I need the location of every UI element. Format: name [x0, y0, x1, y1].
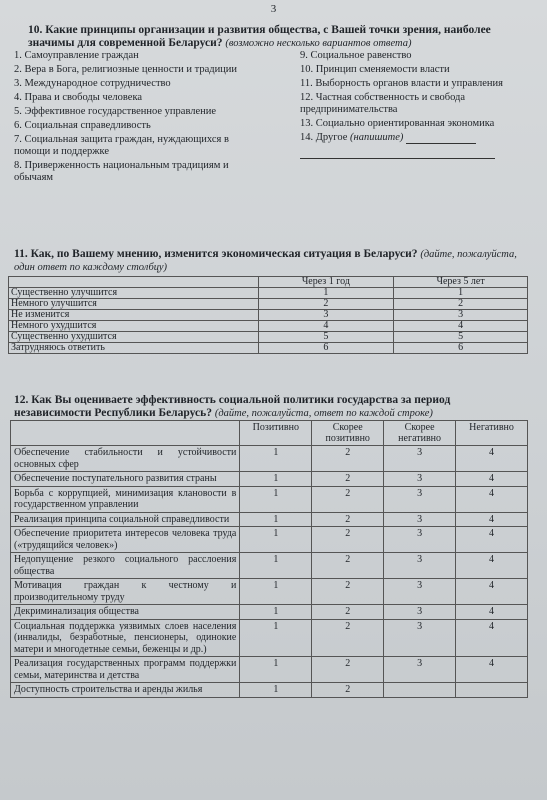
answer-code[interactable]: 4 [456, 553, 528, 579]
option-4[interactable]: 4. Права и свободы человека [14, 92, 143, 103]
answer-code[interactable]: 4 [456, 605, 528, 620]
answer-code[interactable]: 3 [384, 512, 456, 527]
question-12-note: (дайте, пожалуйста, ответ по каждой строке) [214, 408, 433, 419]
answer-code[interactable]: 1 [240, 472, 312, 487]
answer-code[interactable]: 3 [384, 486, 456, 512]
header-cell [9, 277, 259, 288]
row-label: Существенно ухудшится [9, 332, 259, 343]
option-12[interactable]: 12. Частная собственность и свобода предпринимательства [300, 92, 466, 115]
question-11 [14, 248, 529, 274]
answer-code[interactable]: 3 [384, 605, 456, 620]
question-12-table [10, 420, 528, 698]
table-row [11, 512, 528, 527]
row-label: Борьба с коррупцией, минимизация клановости в государственном управлении [11, 486, 240, 512]
option-7[interactable]: 7. Социальная защита граждан, нуждающихся в помощи и поддержке [14, 134, 229, 157]
answer-code[interactable]: 3 [384, 527, 456, 553]
row-label: Затрудняюсь ответить [9, 343, 259, 354]
option-6[interactable]: 6. Социальная справедливость [14, 120, 151, 131]
answer-code[interactable] [384, 683, 456, 698]
answer-code[interactable]: 2 [312, 605, 384, 620]
table-row [11, 605, 528, 620]
answer-code[interactable]: 4 [456, 619, 528, 657]
table-row [11, 619, 528, 657]
table-row [11, 527, 528, 553]
option-11[interactable]: 11. Выборность органов власти и управления [300, 78, 503, 89]
option-3[interactable]: 3. Международное сотрудничество [14, 78, 171, 89]
answer-code[interactable]: 4 [456, 579, 528, 605]
option-5[interactable]: 5. Эффективное государственное управление [14, 106, 217, 117]
row-label: Обеспечение стабильности и устойчивости основных сфер [11, 446, 240, 472]
answer-code[interactable]: 4 [456, 446, 528, 472]
answer-code[interactable]: 2 [258, 299, 394, 310]
table-header-row [9, 277, 528, 288]
answer-code[interactable]: 4 [456, 657, 528, 683]
question-11-note: (дайте, пожалуйста, один ответ по каждому столбцу) [14, 249, 517, 273]
answer-code[interactable]: 5 [258, 332, 394, 343]
answer-code[interactable]: 3 [384, 553, 456, 579]
option-1[interactable]: 1. Самоуправление граждан [14, 50, 139, 61]
options-right-column [300, 50, 522, 161]
answer-code[interactable]: 1 [258, 288, 394, 299]
other-answer-line[interactable] [406, 133, 476, 144]
table-row [11, 486, 528, 512]
row-label: Недопущение резкого социального расслоения общества [11, 553, 240, 579]
answer-code[interactable]: 3 [384, 579, 456, 605]
page-number: 3 [270, 3, 277, 15]
table-row [9, 310, 528, 321]
answer-code[interactable]: 1 [240, 683, 312, 698]
table-row [9, 288, 528, 299]
answer-code[interactable]: 2 [394, 299, 528, 310]
answer-code[interactable]: 1 [394, 288, 528, 299]
row-label: Реализация государственных программ поддержки семьи, материнства и детства [11, 657, 240, 683]
table-row [11, 683, 528, 698]
answer-code[interactable]: 5 [394, 332, 528, 343]
answer-code[interactable]: 2 [312, 486, 384, 512]
answer-code[interactable]: 1 [240, 527, 312, 553]
answer-code[interactable]: 2 [312, 683, 384, 698]
answer-code[interactable]: 2 [312, 579, 384, 605]
answer-code[interactable]: 1 [240, 446, 312, 472]
answer-code[interactable]: 1 [240, 619, 312, 657]
row-label: Немного ухудшится [9, 321, 259, 332]
option-9[interactable]: 9. Социальное равенство [300, 50, 412, 61]
table-row [11, 579, 528, 605]
question-12 [14, 394, 529, 420]
option-14-label: 14. Другое [300, 132, 348, 143]
answer-code[interactable]: 4 [456, 527, 528, 553]
table-row [11, 472, 528, 487]
table-row [9, 332, 528, 343]
answer-code[interactable]: 3 [384, 472, 456, 487]
answer-code[interactable]: 1 [240, 486, 312, 512]
row-label: Декриминализация общества [11, 605, 240, 620]
question-10-note: (возможно несколько вариантов ответа) [225, 38, 412, 49]
answer-code[interactable]: 2 [312, 657, 384, 683]
table-row [9, 321, 528, 332]
question-12-title: 12. Как Вы оцениваете эффективность социальной политики государства за период независимости Республики Беларусь? [14, 394, 451, 419]
answer-code[interactable]: 6 [394, 343, 528, 354]
table-row [11, 446, 528, 472]
option-2[interactable]: 2. Вера в Бога, религиозные ценности и традиции [14, 64, 238, 75]
options-left-column [14, 50, 264, 186]
answer-code[interactable]: 4 [456, 472, 528, 487]
option-14-note: (напишите) [349, 132, 404, 143]
header-cell: Скорее негативно [384, 421, 456, 446]
question-11-title: 11. Как, по Вашему мнению, изменится экономическая ситуация в Беларуси? [14, 248, 418, 260]
question-11-table [8, 276, 528, 354]
answer-code[interactable]: 2 [312, 527, 384, 553]
question-10-title: 10. Какие принципы организации и развития общества, с Вашей точки зрения, наиболее значимы для современной Беларуси? [28, 24, 491, 49]
answer-code[interactable]: 4 [394, 321, 528, 332]
answer-code[interactable]: 1 [240, 512, 312, 527]
answer-code[interactable]: 3 [258, 310, 394, 321]
row-label: Немного улучшится [9, 299, 259, 310]
row-label: Реализация принципа социальной справедливости [11, 512, 240, 527]
answer-code[interactable]: 2 [312, 472, 384, 487]
answer-code[interactable]: 3 [384, 446, 456, 472]
option-10[interactable]: 10. Принцип сменяемости власти [300, 64, 450, 75]
header-cell: Через 5 лет [394, 277, 528, 288]
table-row [9, 343, 528, 354]
answer-code[interactable]: 4 [456, 512, 528, 527]
table-row [11, 553, 528, 579]
answer-code[interactable]: 2 [312, 619, 384, 657]
row-label: Мотивация граждан к честному и производительному труду [11, 579, 240, 605]
answer-code[interactable]: 2 [312, 512, 384, 527]
answer-code[interactable]: 1 [240, 657, 312, 683]
answer-code[interactable]: 4 [258, 321, 394, 332]
row-label: Обеспечение приоритета интересов человека труда («трудящийся человек») [11, 527, 240, 553]
header-cell: Негативно [456, 421, 528, 446]
answer-code[interactable]: 1 [240, 579, 312, 605]
table-row [9, 299, 528, 310]
option-13[interactable]: 13. Социально ориентированная экономика [300, 118, 495, 129]
question-10 [28, 24, 533, 50]
answer-code[interactable]: 2 [312, 446, 384, 472]
option-8[interactable]: 8. Приверженность национальным традициям и обычаям [14, 160, 229, 183]
answer-code[interactable]: 3 [394, 310, 528, 321]
answer-code[interactable]: 2 [312, 553, 384, 579]
answer-code[interactable] [456, 683, 528, 698]
row-label: Обеспечение поступательного развития страны [11, 472, 240, 487]
row-label: Доступность строительства и аренды жилья [11, 683, 240, 698]
row-label: Существенно улучшится [9, 288, 259, 299]
header-cell: Через 1 год [258, 277, 394, 288]
header-cell: Скорее позитивно [312, 421, 384, 446]
table-row [11, 657, 528, 683]
other-answer-line-2[interactable] [300, 144, 495, 159]
row-label: Социальная поддержка уязвимых слоев населения (инвалиды, безработные, пенсионеры, одинокие матери и многодетные семьи, беженцы и др.) [11, 619, 240, 657]
answer-code[interactable]: 4 [456, 486, 528, 512]
answer-code[interactable]: 3 [384, 619, 456, 657]
answer-code[interactable]: 6 [258, 343, 394, 354]
answer-code[interactable]: 1 [240, 553, 312, 579]
answer-code[interactable]: 1 [240, 605, 312, 620]
table-header-row [11, 421, 528, 446]
header-cell: Позитивно [240, 421, 312, 446]
header-cell [11, 421, 240, 446]
option-14-other[interactable] [300, 132, 522, 159]
row-label: Не изменится [9, 310, 259, 321]
answer-code[interactable]: 3 [384, 657, 456, 683]
